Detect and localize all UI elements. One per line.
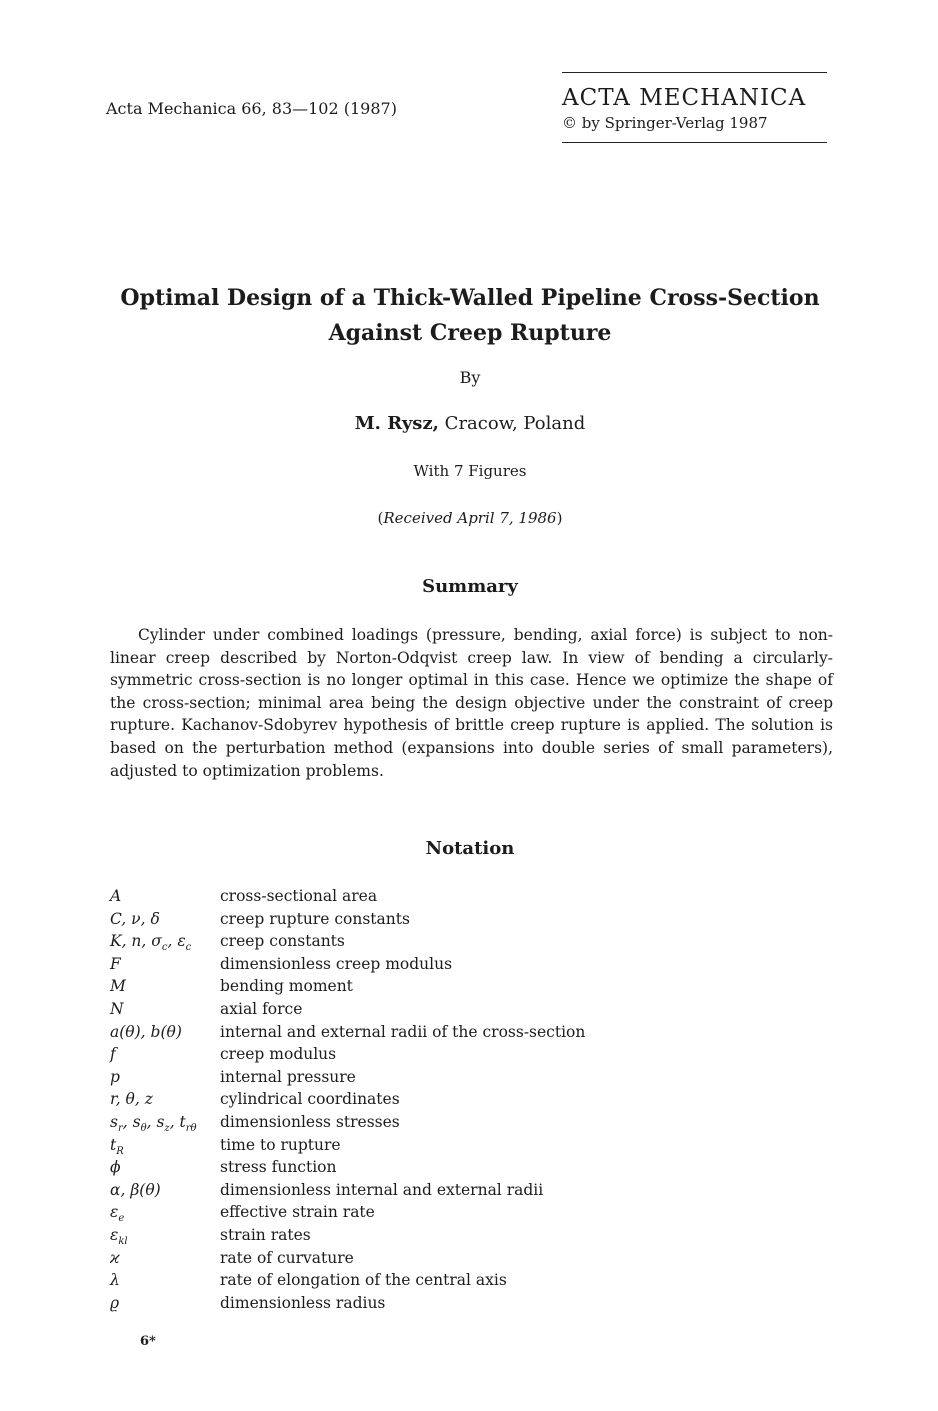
- figure-count: With 7 Figures: [413, 462, 527, 480]
- notation-row: [110, 998, 585, 1021]
- notation-symbol: K, n, $\sigma_c$, $\varepsilon_c$: [110, 932, 192, 954]
- notation-description: axial force: [220, 999, 303, 1018]
- notation-description: creep rupture constants: [220, 909, 410, 928]
- article-title: [110, 281, 830, 351]
- notation-row: [110, 1111, 585, 1134]
- notation-description: effective strain rate: [220, 1203, 375, 1222]
- title-line-2: Against Creep Rupture: [328, 320, 612, 346]
- notation-description: cylindrical coordinates: [220, 1090, 400, 1109]
- notation-symbol: $t_R$: [110, 1135, 124, 1157]
- notation-description: internal pressure: [220, 1067, 356, 1086]
- notation-description: bending moment: [220, 977, 353, 996]
- notation-description: creep modulus: [220, 1045, 337, 1064]
- notation-description: dimensionless creep modulus: [220, 954, 453, 973]
- notation-description: internal and external radii of the cross-section: [220, 1022, 586, 1041]
- notation-symbol: f: [110, 1045, 116, 1064]
- notation-symbol: C, ν, δ: [110, 909, 160, 928]
- notation-row: [110, 930, 585, 953]
- notation-row: [110, 1179, 585, 1202]
- title-line-1: Optimal Design of a Thick-Walled Pipeline Cross-Section: [120, 285, 820, 311]
- journal-name: ACTA MECHANICA: [562, 85, 807, 111]
- notation-description: rate of elongation of the central axis: [220, 1271, 507, 1290]
- journal-citation: Acta Mechanica 66, 83—102 (1987): [106, 99, 397, 118]
- received-text: Received April 7, 1986: [383, 509, 557, 527]
- notation-symbol: F: [110, 954, 121, 973]
- notation-row: [110, 1201, 585, 1224]
- journal-copyright: © by Springer-Verlag 1987: [562, 114, 768, 132]
- summary-heading: Summary: [422, 576, 518, 597]
- received-date: (Received April 7, 1986): [377, 509, 563, 527]
- notation-description: stress function: [220, 1158, 337, 1177]
- notation-description: dimensionless internal and external radii: [220, 1180, 544, 1199]
- notation-description: time to rupture: [220, 1135, 341, 1154]
- notation-symbol: λ: [110, 1271, 120, 1290]
- notation-symbol: ϱ: [110, 1293, 120, 1312]
- notation-description: creep constants: [220, 932, 345, 951]
- notation-row: [110, 975, 585, 998]
- author-name: M. Rysz,: [354, 413, 439, 434]
- notation-symbol: $s_r$, $s_\theta$, $s_z$, $t_{r\theta}$: [110, 1112, 197, 1135]
- notation-row: [110, 1224, 585, 1247]
- notation-description: strain rates: [220, 1225, 311, 1244]
- notation-list: [110, 885, 585, 1314]
- notation-row: [110, 885, 585, 908]
- masthead-top-rule: [562, 72, 827, 73]
- notation-row: [110, 1269, 585, 1292]
- notation-symbol: r, θ, z: [110, 1090, 153, 1109]
- notation-row: [110, 1134, 585, 1157]
- notation-symbol: A: [110, 887, 122, 905]
- page-mark: 6*: [140, 1334, 156, 1349]
- notation-symbol: α, β(θ): [110, 1180, 161, 1199]
- notation-row: [110, 953, 585, 976]
- notation-symbol: N: [110, 999, 124, 1018]
- author-line: [110, 413, 830, 434]
- notation-symbol: a(θ), b(θ): [110, 1022, 182, 1041]
- notation-row: [110, 1156, 585, 1179]
- notation-symbol: p: [110, 1067, 120, 1086]
- notation-description: dimensionless radius: [220, 1293, 386, 1312]
- summary-paragraph: Cylinder under combined loadings (pressure, bending, axial force) is subject to non-linear creep described by Norton-Odqvist creep law. In view of bending a circularly-symmetric cross-section is no longer optimal in this case. Hence we optimize the shape of the cross-section; minimal area being the design objective under the constraint of creep rupture. Kachanov-Sdobyrev hypothesis of brittle creep rupture is applied. The solution is based on the perturbation method (expansions into double series of small parameters), adjusted to optimization problems.: [110, 626, 833, 780]
- notation-row: [110, 908, 585, 931]
- notation-description: dimensionless stresses: [220, 1112, 400, 1131]
- masthead-bottom-rule: [562, 142, 827, 143]
- notation-row: [110, 1247, 585, 1270]
- journal-masthead: [562, 72, 827, 143]
- notation-row: [110, 1021, 585, 1044]
- author-place: Cracow, Poland: [444, 413, 586, 434]
- notation-description: rate of curvature: [220, 1248, 354, 1267]
- notation-symbol: M: [110, 977, 126, 996]
- notation-row: [110, 1066, 585, 1089]
- notation-row: [110, 1292, 585, 1315]
- notation-symbol: $\varepsilon_e$: [110, 1203, 125, 1225]
- byline-by: By: [459, 368, 481, 387]
- notation-row: [110, 1088, 585, 1111]
- notation-symbol: ϕ: [110, 1158, 121, 1177]
- notation-symbol: $\varepsilon_{kl}$: [110, 1225, 128, 1247]
- notation-description: cross-sectional area: [220, 887, 378, 905]
- notation-symbol: ϰ: [110, 1248, 120, 1267]
- notation-row: [110, 1043, 585, 1066]
- notation-heading: Notation: [425, 838, 515, 859]
